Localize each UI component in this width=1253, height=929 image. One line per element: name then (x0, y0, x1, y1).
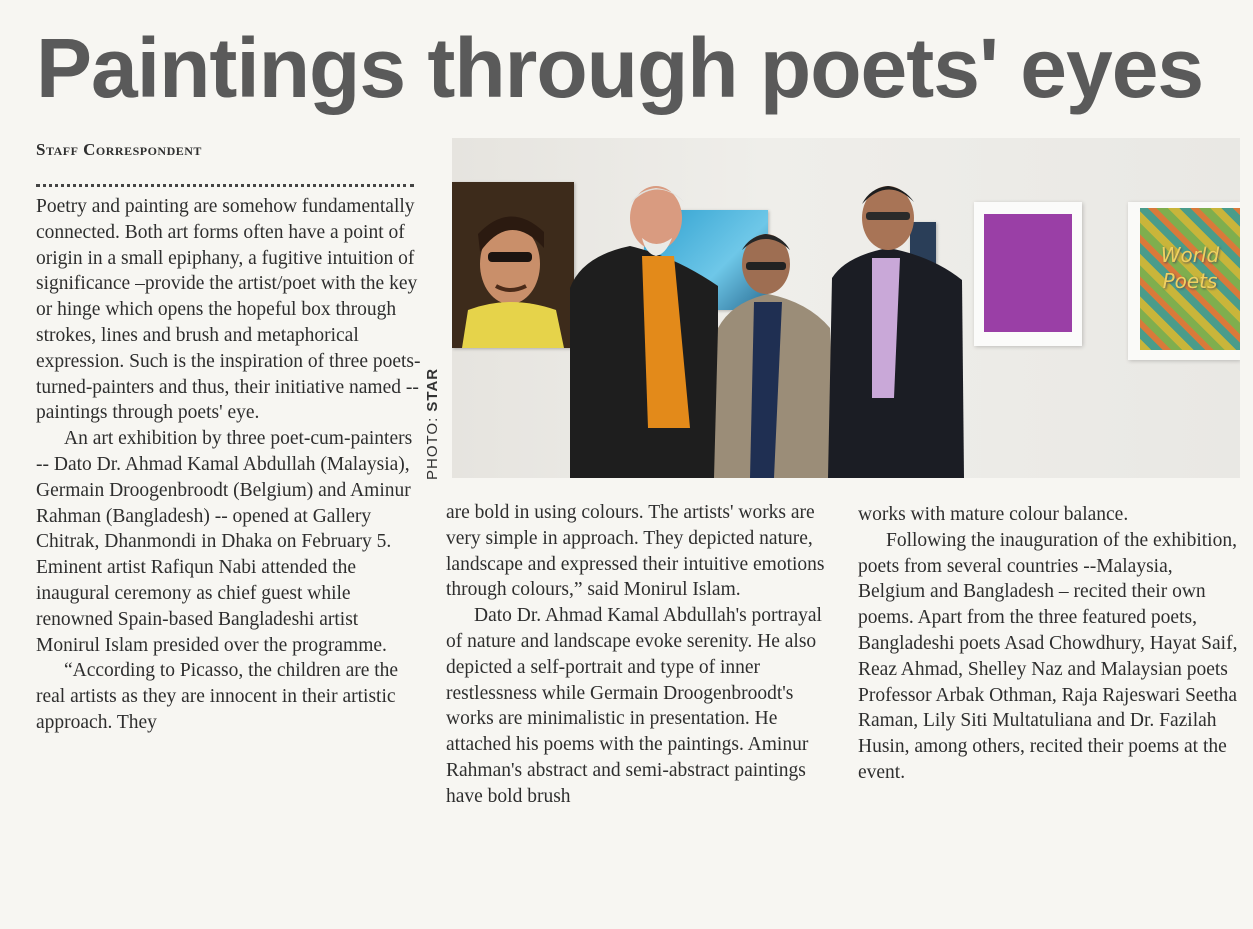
paragraph: are bold in using colours. The artists' works are very simple in approach. They depicted nature, landscape and expressed their intuitive emotions through colours,” said Monirul Islam. (446, 502, 825, 601)
article-column-3 (858, 502, 1238, 786)
photo-credit-label: PHOTO: (424, 416, 441, 480)
byline: Staff Correspondent (36, 140, 202, 159)
headline: Paintings through poets' eyes (36, 21, 1204, 115)
paragraph: “According to Picasso, the children are the real artists as they are innocent in their artistic approach. They (36, 660, 399, 733)
people-figures (452, 138, 1240, 478)
photo-credit (424, 360, 450, 480)
article-column-2 (446, 500, 836, 810)
person-right (828, 186, 964, 478)
painting-text-poets: Poets (1162, 269, 1218, 293)
paragraph: works with mature colour balance. (858, 504, 1129, 525)
exhibition-photo (452, 138, 1240, 478)
paragraph: Poetry and painting are somehow fundamentally connected. Both art forms often have a point of origin in a small epiphany, a fugitive intuition of significance –provide the artist/poet with the key or hinge which opens the hopeful box through strokes, lines and brush and metaphorical expression. Such is the inspiration of three poets-turned-painters and thus, their initiative named --paintings through poets' eye. (36, 196, 421, 424)
paragraph: An art exhibition by three poet-cum-painters -- Dato Dr. Ahmad Kamal Abdullah (Malaysia), Germain Droogenbroodt (Belgium) and Aminur Rahman (Bangladesh) -- opened at Gallery Chitrak, Dhanmondi in Dhaka on February 5. Eminent artist Rafiqun Nabi attended the inaugural ceremony as chief guest while renowned Spain-based Bangladeshi artist Monirul Islam presided over the programme. (36, 428, 413, 656)
article-column-1 (36, 194, 422, 736)
byline-divider (36, 184, 414, 187)
paragraph: Following the inauguration of the exhibition, poets from several countries --Malaysia, Belgium and Bangladesh – recited their own poems. Apart from the three featured poets, Bangladeshi poets Asad Chowdhury, Hayat Saif, Reaz Ahmad, Shelley Naz and Malaysian poets Professor Arbak Othman, Raja Rajeswari Seetha Raman, Lily Siti Multatuliana and Dr. Fazilah Husin, among others, recited their poems at the event. (858, 529, 1238, 783)
photo-credit-name: STAR (424, 367, 441, 412)
person-middle (714, 234, 836, 478)
person-left (570, 186, 718, 478)
paragraph: Dato Dr. Ahmad Kamal Abdullah's portrayal of nature and landscape evoke serenity. He also depicted a self-portrait and type of inner restlessness while Germain Droogenbroodt's works are minimalistic in presentation. He attached his poems with the paintings. Aminur Rahman's abstract and semi-abstract paintings have bold brush (446, 605, 822, 807)
painting-text-world: World (1160, 243, 1220, 267)
